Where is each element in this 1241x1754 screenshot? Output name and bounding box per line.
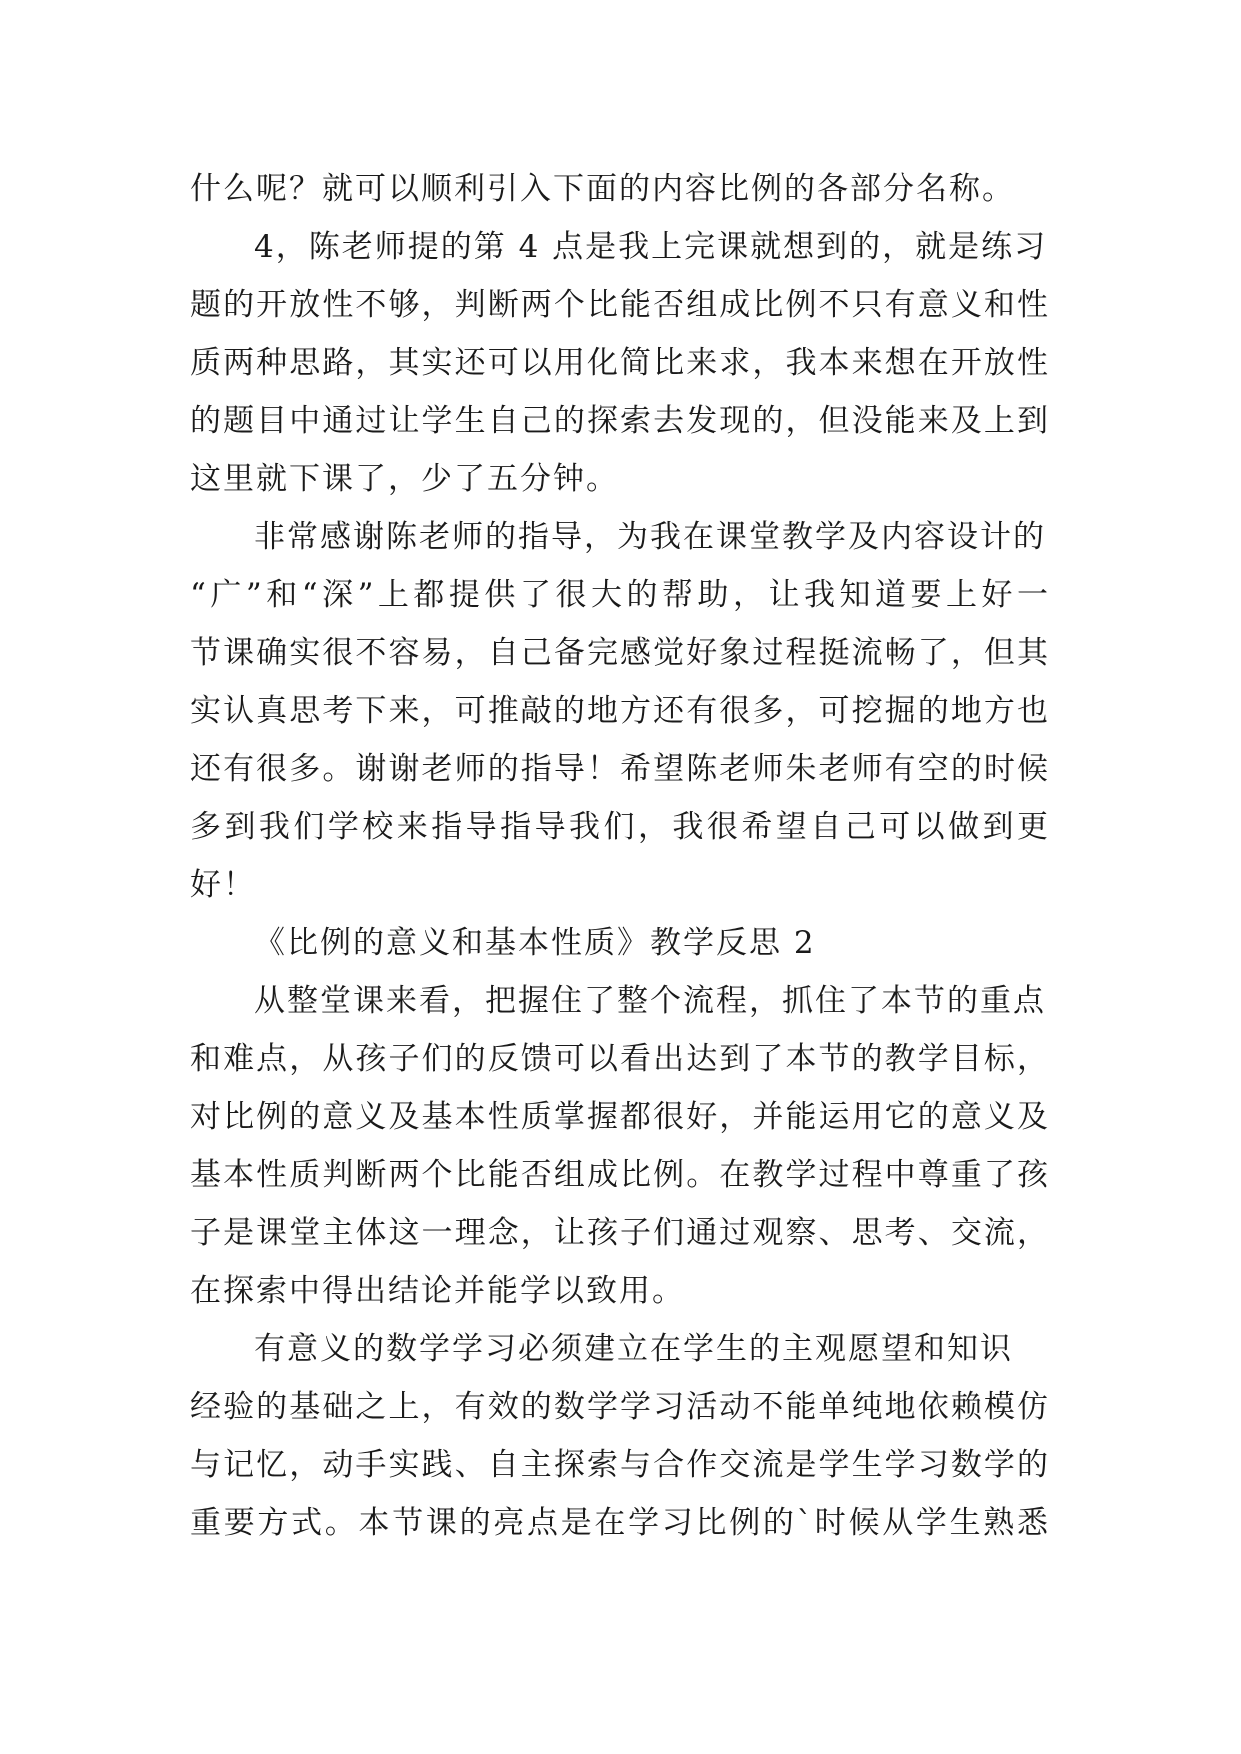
text-line: 基本性质判断两个比能否组成比例。在教学过程中尊重了孩 <box>190 1157 1050 1193</box>
text-line: 什么呢？就可以顺利引入下面的内容比例的各部分名称。 <box>190 171 1015 207</box>
text-line: 多到我们学校来指导指导我们，我很希望自己可以做到更 <box>190 809 1050 845</box>
text-line: 题的开放性不够，判断两个比能否组成比例不只有意义和性 <box>190 287 1050 323</box>
text-line: 经验的基础之上，有效的数学学习活动不能单纯地依赖模仿 <box>190 1389 1050 1425</box>
text-line: 从整堂课来看，把握住了整个流程，抓住了本节的重点 <box>254 983 1046 1019</box>
text-line: 这里就下课了，少了五分钟。 <box>190 461 619 497</box>
text-line: 4，陈老师提的第 4 点是我上完课就想到的，就是练习 <box>254 229 1048 265</box>
text-line: 非常感谢陈老师的指导，为我在课堂教学及内容设计的 <box>254 519 1046 555</box>
text-line: 与记忆，动手实践、自主探索与合作交流是学生学习数学的 <box>190 1447 1050 1483</box>
text-line: 实认真思考下来，可推敲的地方还有很多，可挖掘的地方也 <box>190 693 1050 729</box>
text-line: 有意义的数学学习必须建立在学生的主观愿望和知识 <box>254 1331 1013 1367</box>
document-body <box>190 160 1050 1552</box>
text-line: 的题目中通过让学生自己的探索去发现的，但没能来及上到 <box>190 403 1050 439</box>
text-line: 好！ <box>190 867 256 903</box>
text-line: 和难点，从孩子们的反馈可以看出达到了本节的教学目标， <box>190 1041 1050 1077</box>
text-line: 对比例的意义及基本性质掌握都很好，并能运用它的意义及 <box>190 1099 1050 1135</box>
text-line: 还有很多。谢谢老师的指导！希望陈老师朱老师有空的时候 <box>190 751 1050 787</box>
text-line: 子是课堂主体这一理念，让孩子们通过观察、思考、交流， <box>190 1215 1050 1251</box>
text-line: 在探索中得出结论并能学以致用。 <box>190 1273 685 1309</box>
section-heading: 《比例的意义和基本性质》教学反思 2 <box>254 925 816 961</box>
text-line: 节课确实很不容易，自己备完感觉好象过程挺流畅了，但其 <box>190 635 1050 671</box>
text-line: 质两种思路，其实还可以用化简比来求，我本来想在开放性 <box>190 345 1050 381</box>
text-line: 重要方式。本节课的亮点是在学习比例的`时候从学生熟悉 <box>190 1505 1050 1541</box>
text-line: “广”和“深”上都提供了很大的帮助，让我知道要上好一 <box>190 577 1050 613</box>
